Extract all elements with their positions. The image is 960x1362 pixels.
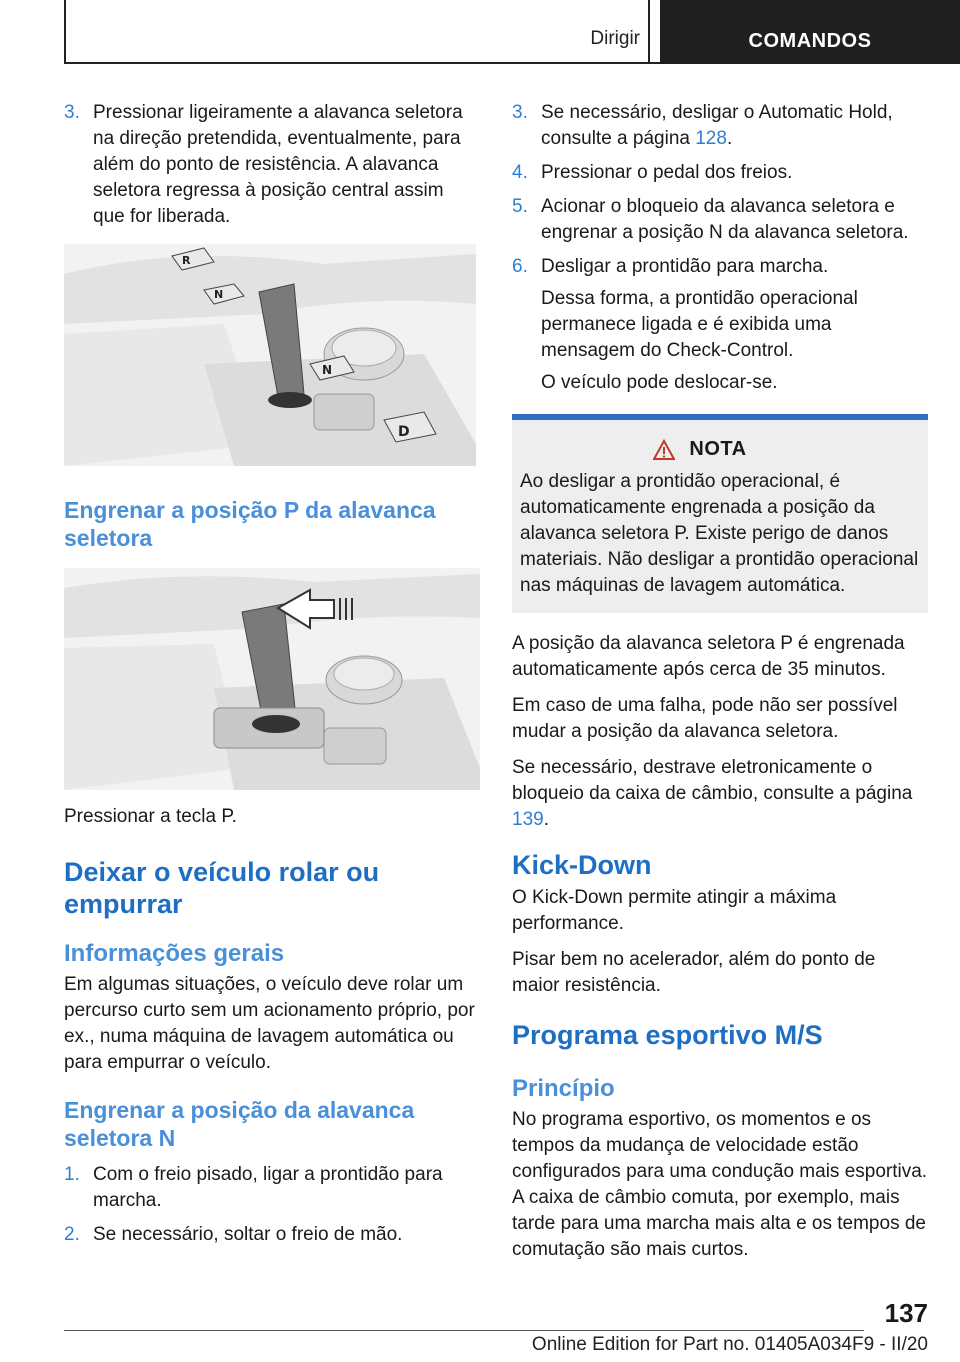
list-item — [64, 1222, 480, 1248]
header-chapter-tab: COMANDOS — [660, 0, 960, 64]
step-number: 3. — [512, 102, 528, 123]
list-item — [64, 1162, 480, 1214]
failure-text: Em caso de uma falha, pode não ser possível mudar a posição da alavanca seletora. — [512, 695, 898, 742]
note-text: Ao desligar a prontidão operacional, é automaticamente engrenada a posição da alavanca seletora P. Existe perigo de danos materiais. Não desligar a prontidão operacional nas máquinas de lavagem automática. — [520, 471, 919, 596]
figure-selector-lever-n — [64, 244, 476, 466]
principle-text: No programa esportivo, os momentos e os tempos da mudança de velocidade estão configurados para uma condução mais esportiva. A caixa de câmbio comuta, por exemplo, mais tarde para uma marcha mais alta e os tempos de comutação são mais curtos. — [512, 1109, 928, 1260]
press-p-text: Pressionar a tecla P. — [64, 806, 237, 827]
step-number: 5. — [512, 196, 528, 217]
auto-p-text: A posição da alavanca seletora P é engrenada automaticamente após cerca de 35 minutos. — [512, 633, 905, 680]
left-column — [64, 100, 480, 1256]
warning-icon — [653, 439, 675, 461]
note-header — [520, 438, 920, 461]
step-text: Com o freio pisado, ligar a prontidão para marcha. — [93, 1164, 443, 1211]
step-sub-text: Dessa forma, a prontidão operacional permanece ligada e é exibida uma mensagem do Check-Control. — [541, 288, 858, 361]
selector-lever-illustration — [64, 244, 476, 466]
kick-down-text: O Kick-Down permite atingir a máxima performance. — [512, 887, 837, 934]
step-number: 3. — [64, 102, 80, 123]
header-separator — [648, 0, 650, 64]
header-bottom-rule — [64, 62, 660, 64]
heading-roll-push: Deixar o veículo rolar ou empurrar — [64, 857, 380, 919]
step-number: 2. — [64, 1224, 80, 1245]
figure-selector-lever-p — [64, 568, 480, 790]
step-text: Acionar o bloqueio da alavanca seletora e engrenar a posição N da alavanca seletora. — [541, 196, 909, 243]
heading-principle: Princípio — [512, 1075, 615, 1102]
heading-kick-down: Kick-Down — [512, 850, 652, 880]
fig-label-n-bottom: N — [322, 363, 333, 377]
heading-sport-program: Programa esportivo M/S — [512, 1020, 823, 1050]
fig-label-d: D — [398, 424, 410, 440]
list-item — [512, 194, 928, 246]
step-text: Pressionar ligeiramente a alavanca seletora na direção pretendida, eventualmente, para além do ponto de resistência. A alavanca seletora regressa à posição central assim que for liberada. — [93, 102, 463, 227]
edition-text: Online Edition for Part no. 01405A034F9 - II/20 — [531, 1334, 928, 1355]
step-text: Se necessário, soltar o freio de mão. — [93, 1224, 403, 1245]
page-number: 137 — [884, 1298, 928, 1328]
step-text-body: Desligar a prontidão para marcha. — [541, 256, 829, 277]
header-left-rule — [64, 0, 66, 64]
footer-rule — [64, 1330, 864, 1331]
step-text: Se necessário, desligar o Automatic Hold, consulte a página 128. — [541, 102, 893, 149]
step-sub-text: O veículo pode deslocar-se. — [541, 372, 778, 393]
step-number: 6. — [512, 256, 528, 277]
page-link-139[interactable]: 139 — [512, 809, 544, 830]
heading-general-info: Informações gerais — [64, 940, 285, 967]
list-item — [512, 254, 928, 396]
fig-label-n-top: N — [214, 288, 224, 301]
step-text — [541, 254, 928, 396]
heading-engage-p: Engrenar a posição P da alavanca seletora — [64, 497, 436, 551]
fig-label-r: R — [182, 254, 191, 267]
unlock-text: Se necessário, destrave eletronicamente o bloqueio da caixa de câmbio, consulte a página 139. — [512, 757, 913, 830]
unlock-text-body: Se necessário, destrave eletronicamente o bloqueio da caixa de câmbio, consulte a página — [512, 757, 913, 804]
list-item — [512, 160, 928, 186]
kick-down-text-2: Pisar bem no acelerador, além do ponto de maior resistência. — [512, 949, 876, 996]
list-item — [512, 100, 928, 152]
step-text-body: Se necessário, desligar o Automatic Hold, consulte a página — [541, 102, 893, 149]
list-item — [64, 100, 480, 230]
header-section: Dirigir — [590, 28, 640, 49]
right-column — [512, 100, 928, 1273]
step-text: Pressionar o pedal dos freios. — [541, 162, 793, 183]
page-link-128[interactable]: 128 — [695, 128, 727, 149]
step-number: 4. — [512, 162, 528, 183]
step-number: 1. — [64, 1164, 80, 1185]
note-title: NOTA — [689, 438, 747, 460]
p-button-illustration — [64, 568, 480, 790]
heading-engage-n: Engrenar a posição da alavanca seletora N — [64, 1097, 415, 1151]
note-box — [512, 414, 928, 613]
general-info-text: Em algumas situações, o veículo deve rolar um percurso curto sem um acionamento próprio, por ex., numa máquina de lavagem automática ou para empurrar o veículo. — [64, 974, 475, 1073]
